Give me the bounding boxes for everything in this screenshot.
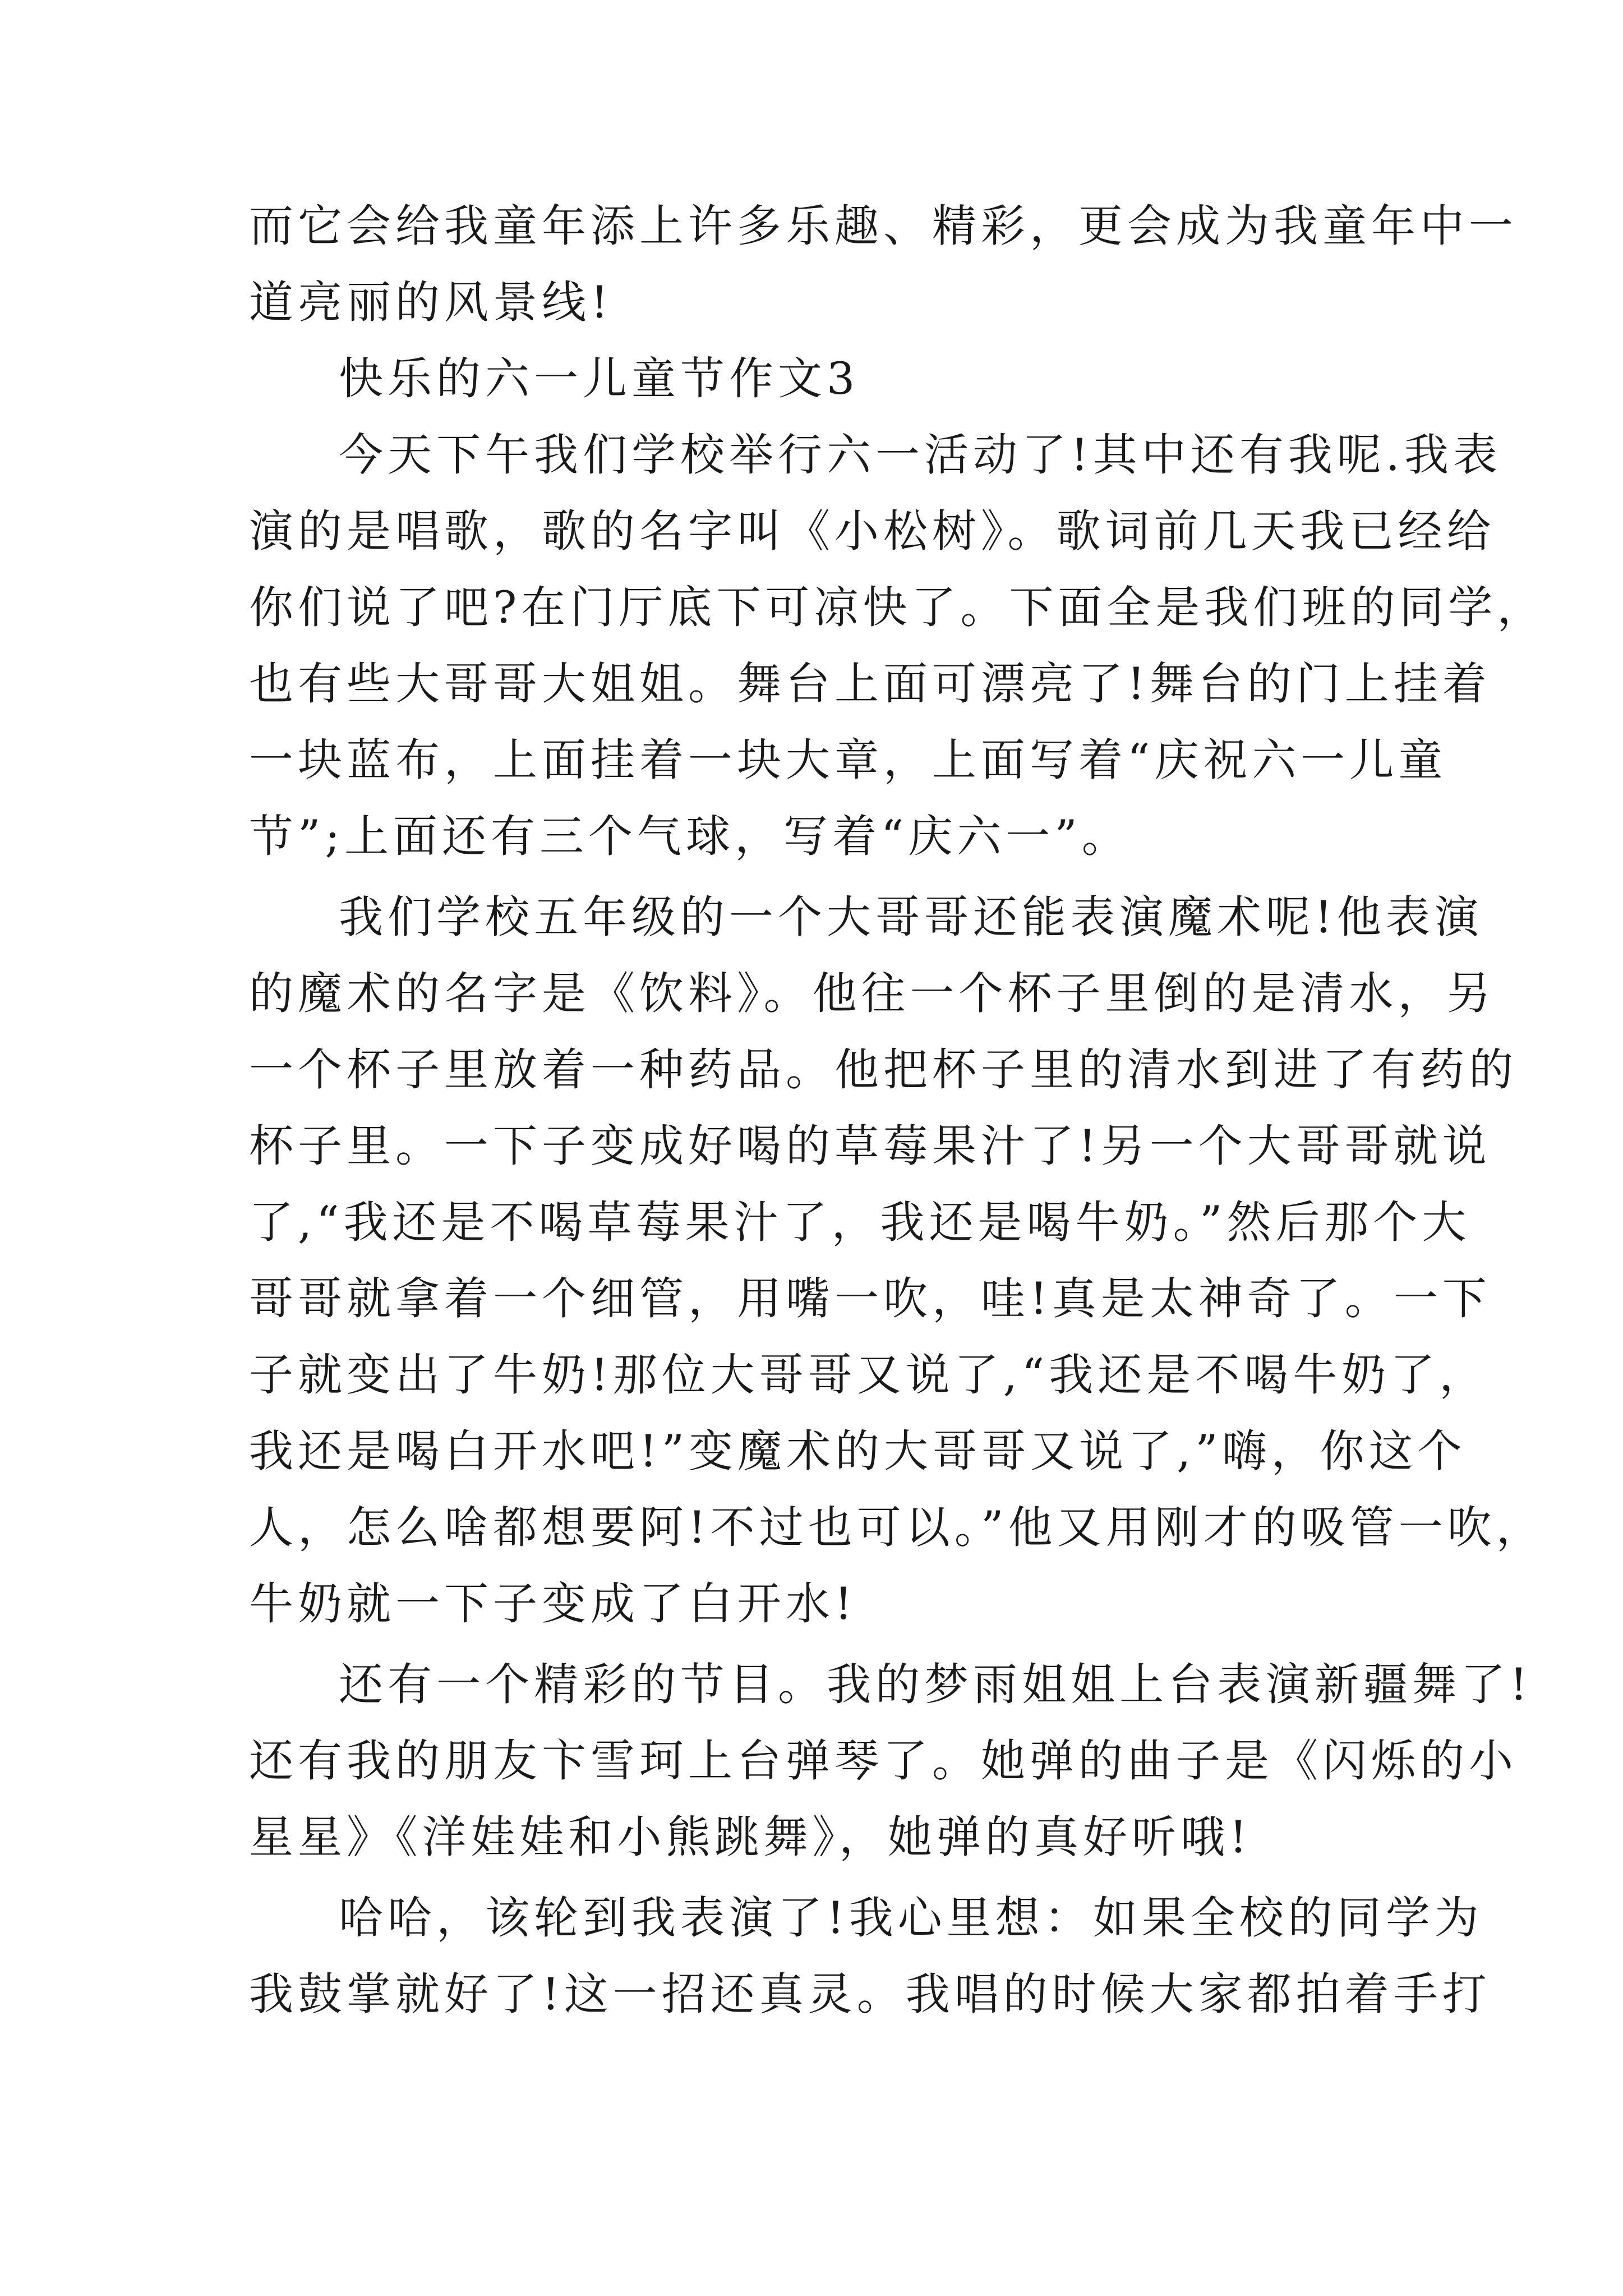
- text-line: 子就变出了牛奶!那位大哥哥又说了,“我还是不喝牛奶了，: [249, 1349, 1488, 1401]
- essay-title: 快乐的六一儿童节作文3: [339, 353, 860, 404]
- text-line: 节”;上面还有三个气球，写着“庆六一”。: [249, 811, 1131, 862]
- text-line: 也有些大哥哥大姐姐。舞台上面可漂亮了!舞台的门上挂着: [249, 658, 1491, 710]
- text-line: 还有我的朋友卞雪珂上台弹琴了。她弹的曲子是《闪烁的小: [249, 1735, 1518, 1787]
- paragraph-start-line: 哈哈，该轮到我表演了!我心里想：如果全校的同学为: [339, 1892, 1483, 1944]
- text-line: 而它会给我童年添上许多乐趣、精彩，更会成为我童年中一: [249, 200, 1518, 252]
- paragraph-start-line: 今天下午我们学校举行六一活动了!其中还有我呢.我表: [339, 429, 1502, 481]
- text-line: 一块蓝布，上面挂着一块大章，上面写着“庆祝六一儿童: [249, 734, 1447, 786]
- text-line: 演的是唱歌，歌的名字叫《小松树》。歌词前几天我已经给: [249, 505, 1496, 557]
- text-line: 杯子里。一下子变成好喝的草莓果汁了!另一个大哥哥就说: [249, 1120, 1491, 1172]
- paragraph-start-line: 我们学校五年级的一个大哥哥还能表演魔术呢!他表演: [339, 891, 1483, 943]
- text-line: 你们说了吧?在门厅底下可凉快了。下面全是我们班的同学，: [249, 582, 1546, 633]
- text-line: 人，怎么啥都想要阿!不过也可以。”他又用刚才的吸管一吹，: [249, 1502, 1545, 1553]
- text-line: 道亮丽的风景线!: [249, 277, 613, 328]
- text-line: 牛奶就一下子变成了白开水!: [249, 1578, 857, 1630]
- paragraph-start-line: 还有一个精彩的节目。我的梦雨姐姐上台表演新疆舞了!: [339, 1659, 1532, 1710]
- text-line: 我鼓掌就好了!这一招还真灵。我唱的时候大家都拍着手打: [249, 1968, 1491, 2020]
- text-line: 了,“我还是不喝草莓果汁了，我还是喝牛奶。”然后那个大: [249, 1197, 1471, 1248]
- text-line: 星星》《洋娃娃和小熊跳舞》，她弹的真好听哦!: [249, 1811, 1252, 1863]
- essay-text: [249, 188, 1546, 2032]
- text-line: 哥哥就拿着一个细管，用嘴一吹，哇!真是太神奇了。一下: [249, 1273, 1491, 1324]
- text-line: 一个杯子里放着一种药品。他把杯子里的清水到进了有药的: [249, 1044, 1518, 1096]
- text-line: 的魔术的名字是《饮料》。他往一个杯子里倒的是清水，另: [249, 968, 1496, 1019]
- text-line: 我还是喝白开水吧!”变魔术的大哥哥又说了,”嗨，你这个: [249, 1425, 1467, 1477]
